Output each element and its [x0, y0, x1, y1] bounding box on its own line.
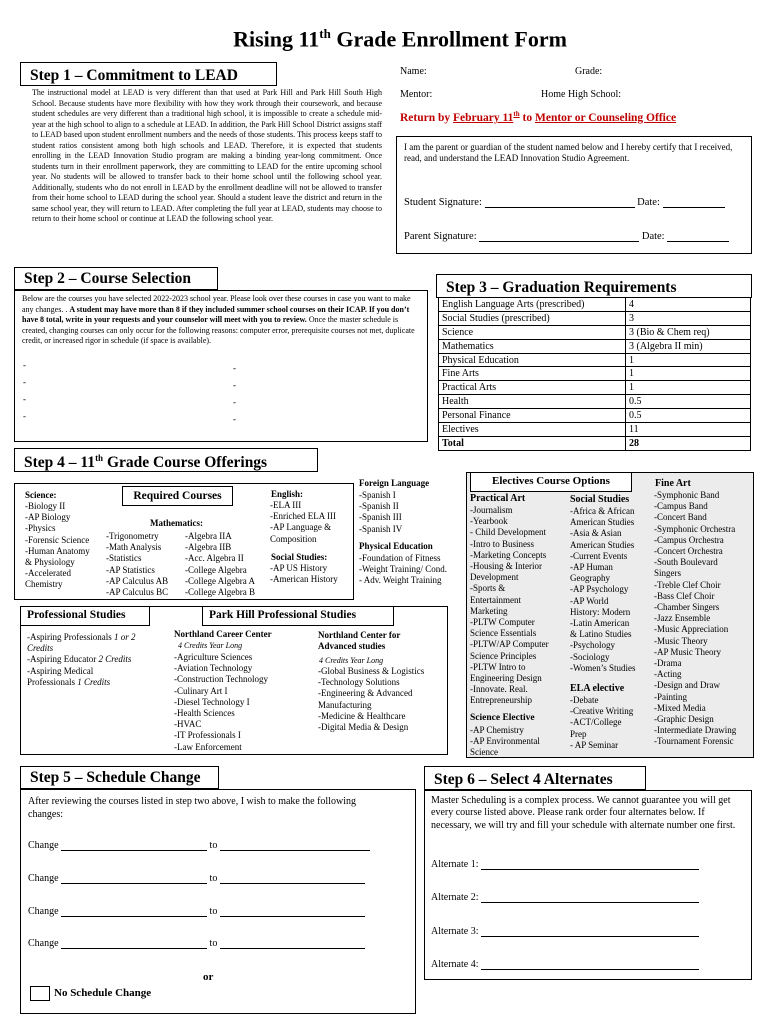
- social-studies-elective-course: American Studies: [570, 539, 635, 550]
- math-course: -Trigonometry: [106, 531, 159, 541]
- social-studies-elective-course: -AP Psychology: [570, 584, 629, 595]
- ela-elective-list: [570, 695, 633, 751]
- ncas-course: -Medicine & Healthcare: [318, 710, 406, 721]
- social-studies-elective-course: -Psychology: [570, 640, 615, 651]
- requirement-subject: Personal Finance: [439, 409, 626, 423]
- home-school-label: Home High School:: [541, 89, 621, 100]
- professional-studies-course: Credits: [27, 643, 54, 654]
- or-label: or: [203, 971, 214, 983]
- social-studies-elective-course: -Latin American: [570, 618, 630, 629]
- fine-art-course: -Jazz Ensemble: [654, 613, 711, 624]
- professional-studies-course: Professionals 1 Credits: [27, 676, 111, 687]
- step3-heading: Step 3 – Graduation Requirements: [436, 274, 752, 298]
- ncc-course: -IT Professionals I: [174, 730, 241, 741]
- alternate-row-1[interactable]: Alternate 1:: [431, 859, 699, 870]
- foreign-language-course: -Spanish IV: [359, 523, 403, 534]
- graduation-row: [439, 353, 751, 367]
- fine-art-course: -Painting: [654, 691, 687, 702]
- professional-studies-course: -Aspiring Professionals 1 or 2: [27, 632, 136, 642]
- step6-heading: Step 6 – Select 4 Alternates: [424, 766, 646, 790]
- fine-art-course: -Bass Clef Choir: [654, 590, 715, 601]
- science-course: & Physiology: [25, 557, 75, 568]
- fine-art-course: -Graphic Design: [654, 714, 714, 725]
- social-studies-course: -AP US History: [270, 563, 328, 573]
- ncc-course: -Agriculture Sciences: [174, 652, 253, 662]
- fine-art-title: Fine Art: [655, 478, 691, 489]
- schedule-change-box: [20, 789, 416, 1014]
- practical-art-course: Marketing: [470, 605, 508, 616]
- science-elective-course: -AP Chemistry: [470, 725, 524, 735]
- practical-art-course: -PLTW Computer: [470, 617, 535, 628]
- requirement-credits: 3 (Algebra II min): [626, 339, 751, 353]
- fine-art-course: -South Boulevard: [654, 557, 718, 568]
- social-studies-elective-course: -Africa & African: [570, 506, 635, 516]
- requirement-subject: Mathematics: [439, 339, 626, 353]
- social-studies-elective-course: -Women’s Studies: [570, 662, 636, 673]
- certification-text: I am the parent or guardian of the student named below and I hereby certify that I received, read, and understand the LEAD Innovation Studio Agreement.: [404, 142, 733, 164]
- pe-course: - Adv. Weight Training: [359, 575, 442, 586]
- science-course: -Biology II: [25, 501, 66, 511]
- practical-art-title: Practical Art: [470, 493, 526, 504]
- requirement-credits: 3: [626, 311, 751, 325]
- math-course: -College Algebra B: [185, 587, 255, 598]
- math-course: -Statistics: [106, 553, 142, 564]
- course-slots-left[interactable]: - - - -: [23, 360, 26, 421]
- required-courses-label: Required Courses: [122, 486, 233, 506]
- social-studies-elective-course: -Sociology: [570, 651, 610, 662]
- foreign-language-course: -Spanish I: [359, 490, 396, 500]
- parent-signature-row[interactable]: Parent Signature: Date:: [404, 231, 729, 242]
- graduation-table: [438, 297, 751, 451]
- alternates-box: [424, 790, 752, 980]
- step5-intro: After reviewing the courses listed in step two above, I wish to make the following changes:: [28, 796, 356, 820]
- step1-body: The instructional model at LEAD is very different than that used at Park Hill and Park Hill South High School. Because students have more flexibility with how they work through their coursework, and because student schedules are very different than a traditional high school, it is impossible to create a schedule mid-year at the high school to align to a schedule at LEAD. In addition, the Park Hill School District assigns staff to LEAD based upon student enrollment numbers and the needs of those students. This process keeps staff to student ratios consistent among both high schools and LEAD. Therefore, it is expected that students enrolling in the LEAD Innovation Studio program are making a binding year-long commitment. Once students turn in their enrollment paperwork, they are committing to LEAD for the entire upcoming school year. No students will be allowed to transfer back to their home school until the following school year. Additionally, students who do not enroll in LEAD by the enrollment deadline will not be allowed to transfer from their home school to LEAD during the school year. Should a student leave the district and return in the same school year, they will return to LEAD. After completing the full year at LEAD, students may choose to return to their home school or continue at LEAD the following school year.: [32, 88, 382, 223]
- english-course: -AP Language &: [270, 522, 332, 533]
- ncc-course: -Health Sciences: [174, 708, 235, 719]
- ela-elective-course: -Debate: [570, 695, 599, 705]
- ela-elective-course: -Creative Writing: [570, 706, 634, 717]
- science-course: -Forensic Science: [25, 534, 90, 545]
- no-change-checkbox[interactable]: [30, 986, 50, 1001]
- mentor-label: Mentor:: [400, 89, 433, 100]
- electives-box: [466, 472, 754, 758]
- graduation-row: [439, 311, 751, 325]
- fine-art-course: -Drama: [654, 658, 682, 669]
- math-course: -AP Calculus BC: [106, 587, 169, 598]
- requirement-credits: 1: [626, 367, 751, 381]
- ncas-course: Manufacturing: [318, 699, 372, 710]
- ncc-list: [174, 652, 268, 753]
- requirement-subject: Social Studies (prescribed): [439, 311, 626, 325]
- certification-box: [396, 136, 752, 254]
- practical-art-course: -PLTW/AP Computer: [470, 639, 549, 650]
- science-course: -Physics: [25, 523, 56, 534]
- english-title: English:: [271, 489, 304, 499]
- graduation-row: [439, 339, 751, 353]
- pe-course: -Foundation of Fitness: [359, 553, 441, 563]
- graduation-row: [439, 367, 751, 381]
- name-label: Name:: [400, 66, 427, 77]
- foreign-language-list: [359, 490, 402, 535]
- fine-art-course: -Music Appreciation: [654, 624, 729, 635]
- professional-studies-course: -Aspiring Educator 2 Credits: [27, 654, 132, 665]
- ela-elective-course: Prep: [570, 728, 587, 739]
- practical-art-course: Engineering Design: [470, 673, 542, 684]
- fine-art-course: -Treble Clef Choir: [654, 579, 721, 590]
- fine-art-course: -Chamber Singers: [654, 602, 720, 613]
- ncas-course: -Engineering & Advanced: [318, 688, 413, 699]
- requirement-credits: 1: [626, 381, 751, 395]
- english-course: -ELA III: [270, 500, 302, 510]
- change-row-1[interactable]: Change to: [28, 840, 370, 851]
- social-studies-elective-title: Social Studies: [570, 494, 630, 505]
- ncas-course: -Digital Media & Design: [318, 722, 409, 733]
- ncas-credits: 4 Credits Year Long: [319, 656, 384, 665]
- pe-title: Physical Education: [359, 541, 433, 551]
- graduation-row: [439, 381, 751, 395]
- requirement-subject: Physical Education: [439, 353, 626, 367]
- math-course: -AP Statistics: [106, 564, 155, 575]
- foreign-language-course: -Spanish III: [359, 512, 402, 523]
- step1-heading: Step 1 – Commitment to LEAD: [20, 62, 277, 86]
- practical-art-course: -PLTW Intro to: [470, 661, 526, 672]
- step2-heading: Step 2 – Course Selection: [14, 267, 218, 290]
- fine-art-course: -Campus Band: [654, 501, 708, 512]
- pe-course: -Weight Training/ Cond.: [359, 564, 448, 575]
- english-list: [270, 500, 336, 545]
- english-course: Composition: [270, 533, 317, 544]
- requirement-subject: Electives: [439, 423, 626, 437]
- science-elective-course: -AP Environmental: [470, 736, 540, 747]
- foreign-language-course: -Spanish II: [359, 501, 399, 512]
- fine-art-list: [654, 490, 736, 748]
- step4-heading: Step 4 – 11th Grade Course Offerings: [14, 448, 318, 472]
- science-course: -AP Biology: [25, 512, 71, 523]
- electives-label: Electives Course Options: [470, 472, 632, 492]
- requirement-subject: Practical Arts: [439, 381, 626, 395]
- practical-art-course: Science Essentials: [470, 628, 537, 639]
- requirement-credits: 28: [626, 436, 751, 450]
- graduation-row: [439, 325, 751, 339]
- science-course: -Human Anatomy: [25, 545, 90, 556]
- change-row-4[interactable]: Change to: [28, 938, 365, 949]
- graduation-row: [439, 395, 751, 409]
- requirement-subject: Health: [439, 395, 626, 409]
- graduation-row: [439, 298, 751, 312]
- alternate-row-2[interactable]: Alternate 2:: [431, 892, 699, 903]
- pe-list: [359, 553, 447, 587]
- professional-studies-box: [20, 606, 448, 755]
- requirement-credits: 1: [626, 353, 751, 367]
- fine-art-course: -Intermediate Drawing: [654, 725, 737, 736]
- change-row-3[interactable]: Change to: [28, 906, 365, 917]
- course-selection-box: [14, 290, 428, 442]
- math-list-2: [185, 531, 255, 598]
- ela-elective-course: - AP Seminar: [570, 739, 619, 750]
- ncc-course: -HVAC: [174, 719, 202, 730]
- practical-art-course: Entertainment: [470, 594, 521, 605]
- ncas-title: Northland Center for Advanced studies: [318, 630, 401, 652]
- social-studies-elective-course: & Latino Studies: [570, 629, 632, 640]
- requirement-subject: Fine Arts: [439, 367, 626, 381]
- math-course: -Algebra IIB: [185, 542, 232, 553]
- ncc-title: Northland Career Center: [174, 629, 272, 639]
- fine-art-course: Singers: [654, 568, 681, 579]
- social-studies-title: Social Studies:: [271, 552, 328, 562]
- ncc-course: -Diesel Technology I: [174, 696, 250, 707]
- practical-art-course: -Innovate. Real.: [470, 684, 528, 695]
- social-studies-elective-course: -AP Human: [570, 562, 613, 573]
- ncas-course: -Global Business & Logistics: [318, 666, 425, 676]
- social-studies-elective-list: [570, 506, 636, 674]
- professional-studies-course: -Aspiring Medical: [27, 665, 94, 676]
- change-row-2[interactable]: Change to: [28, 873, 365, 884]
- ncas-list: [318, 666, 424, 733]
- requirement-credits: 0.5: [626, 409, 751, 423]
- social-studies-elective-course: American Studies: [570, 517, 635, 528]
- requirement-subject: Science: [439, 325, 626, 339]
- science-elective-list: [470, 725, 540, 759]
- practical-art-course: -Sports &: [470, 583, 506, 594]
- social-studies-elective-course: -Current Events: [570, 550, 628, 561]
- math-course: -Algebra IIA: [185, 531, 232, 541]
- ncc-course: -Aviation Technology: [174, 663, 253, 674]
- graduation-row: [439, 436, 751, 450]
- fine-art-course: -Concert Orchestra: [654, 546, 723, 557]
- practical-art-course: - Child Development: [470, 527, 546, 538]
- social-studies-elective-course: Geography: [570, 573, 610, 584]
- practical-art-course: -Yearbook: [470, 516, 508, 527]
- graduation-row: [439, 423, 751, 437]
- practical-art-list: [470, 505, 549, 707]
- ncc-course: -Construction Technology: [174, 674, 268, 685]
- science-elective-course: Science: [470, 747, 498, 758]
- step5-heading: Step 5 – Schedule Change: [20, 766, 219, 789]
- graduation-row: [439, 409, 751, 423]
- requirement-credits: 4: [626, 298, 751, 312]
- practical-art-course: -Marketing Concepts: [470, 549, 547, 560]
- social-studies-course: -American History: [270, 574, 338, 585]
- math-course: -Math Analysis: [106, 542, 162, 553]
- math-title: Mathematics:: [150, 518, 203, 528]
- ela-elective-title: ELA elective: [570, 683, 625, 694]
- science-course: Chemistry: [25, 579, 63, 590]
- requirement-credits: 11: [626, 423, 751, 437]
- english-course: -Enriched ELA III: [270, 511, 336, 522]
- professional-studies-label: Professional Studies: [20, 606, 150, 626]
- fine-art-course: -Design and Draw: [654, 680, 720, 691]
- science-course: -Accelerated: [25, 568, 71, 579]
- practical-art-course: -Journalism: [470, 505, 513, 515]
- requirement-subject: English Language Arts (prescribed): [439, 298, 626, 312]
- math-course: -AP Calculus AB: [106, 575, 169, 586]
- practical-art-course: -Housing & Interior: [470, 561, 542, 572]
- math-course: -Acc. Algebra II: [185, 553, 244, 564]
- ncc-credits: 4 Credits Year Long: [178, 641, 243, 650]
- requirement-credits: 3 (Bio & Chem req): [626, 325, 751, 339]
- grade-label: Grade:: [575, 66, 603, 77]
- practical-art-course: Science Principles: [470, 650, 537, 661]
- student-signature-row[interactable]: Student Signature: Date:: [404, 197, 725, 208]
- no-change-label: No Schedule Change: [54, 987, 152, 999]
- step6-intro: Master Scheduling is a complex process. We cannot guarantee you will get every course listed above. Please rank order four alternates below. If necessary, we will try and fill your schedule with alternate number one first.: [431, 795, 736, 831]
- fine-art-course: -Mixed Media: [654, 702, 706, 713]
- ncas-course: -Technology Solutions: [318, 677, 400, 688]
- fine-art-course: -Concert Band: [654, 512, 707, 523]
- fine-art-course: -Symphonic Band: [654, 490, 720, 500]
- social-studies-elective-course: -Asia & Asian: [570, 528, 622, 539]
- math-course: -College Algebra: [185, 564, 247, 575]
- social-studies-elective-course: -AP World: [570, 595, 609, 606]
- park-hill-professional-studies-label: Park Hill Professional Studies: [202, 606, 394, 626]
- practical-art-course: Development: [470, 572, 519, 583]
- math-list-1: [106, 531, 168, 598]
- practical-art-course: Entrepreneurship: [470, 695, 532, 706]
- fine-art-course: -Tournament Forensic: [654, 736, 734, 747]
- course-slots-right[interactable]: - - - -: [233, 363, 236, 424]
- requirement-subject: Total: [439, 436, 626, 450]
- alternate-row-4[interactable]: Alternate 4:: [431, 959, 699, 970]
- ncc-course: -Culinary Art I: [174, 685, 228, 696]
- social-studies-list: [270, 563, 338, 585]
- page-title: Rising 11th Grade Enrollment Form: [233, 26, 567, 52]
- required-courses-box: [14, 483, 354, 600]
- ela-elective-course: -ACT/College: [570, 717, 622, 728]
- math-course: -College Algebra A: [185, 575, 255, 586]
- fine-art-course: -Acting: [654, 669, 682, 680]
- ncc-course: -Law Enforcement: [174, 741, 242, 752]
- science-title: Science:: [25, 490, 57, 500]
- social-studies-elective-course: History: Modern: [570, 606, 631, 617]
- fine-art-course: -Campus Orchestra: [654, 534, 724, 545]
- professional-studies-list: [27, 632, 136, 688]
- step2-instructions: Below are the courses you have selected 2022-2023 school year. Please look over these courses in case you want to make any changes. . A student may have more than 8 if they included summer school courses on their ICAP. If you don’t have 8 total, write in your requests and your counselor will meet with you to review. Once the master schedule is created, changing courses can only occur for the following reasons: computer error, prerequisite courses not met, duplicate credit, or increased rigor in schedule (if space is available).: [22, 294, 415, 345]
- requirement-credits: 0.5: [626, 395, 751, 409]
- practical-art-course: -Intro to Business: [470, 538, 534, 549]
- alternate-row-3[interactable]: Alternate 3:: [431, 926, 699, 937]
- fine-art-course: -AP Music Theory: [654, 646, 721, 657]
- science-elective-title: Science Elective: [470, 713, 535, 723]
- science-list: [25, 501, 90, 591]
- fine-art-course: -Music Theory: [654, 635, 708, 646]
- fine-art-course: -Symphonic Orchestra: [654, 523, 736, 534]
- foreign-language-title: Foreign Language: [359, 478, 430, 488]
- return-notice: Return by February 11th to Mentor or Counseling Office: [400, 110, 677, 124]
